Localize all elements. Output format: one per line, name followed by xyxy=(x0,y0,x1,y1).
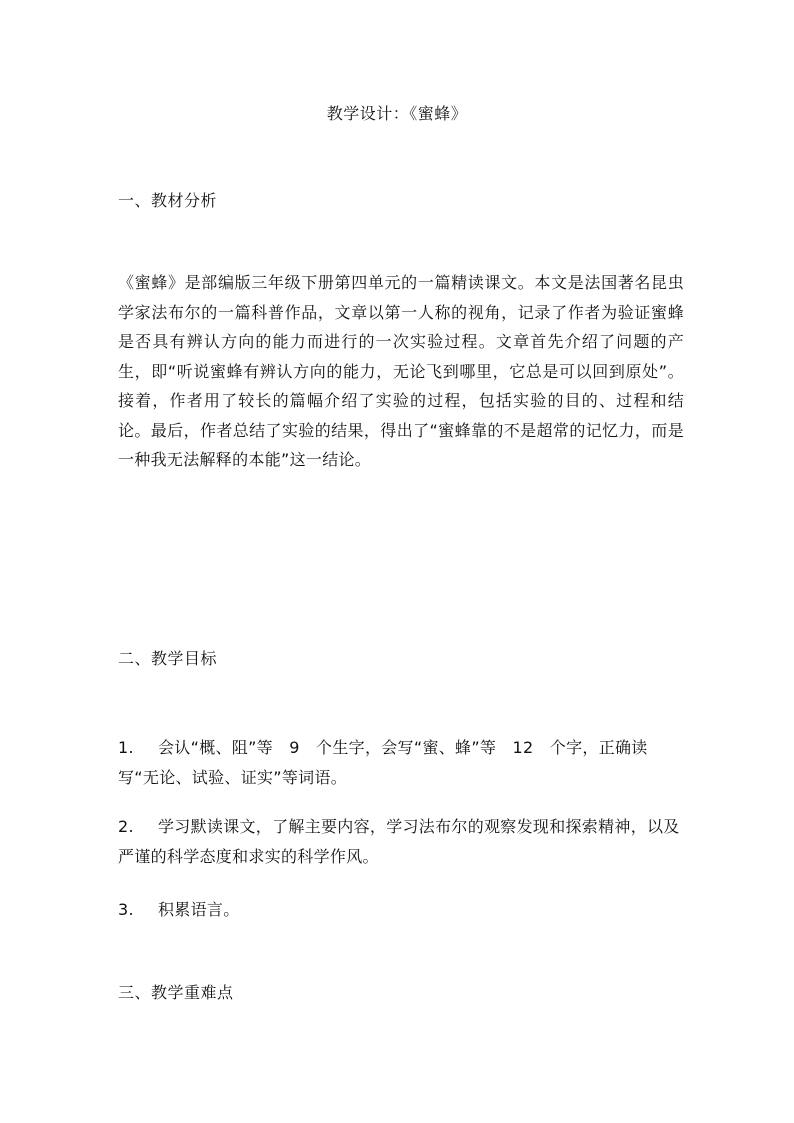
paragraph-text: 《蜜蜂》是部编版三年级下册第四单元的一篇精读课文。本文是法国著名昆虫学家法布尔的一篇科普作品，文章以第一人称的视角，记录了作者为验证蜜蜂是否具有辨认方向的能力而进行的一次实验过程。文章首先介绍了问题的产生，即“听说蜜蜂有辨认方向的能力，无论飞到哪里，它总是可以回到原处”。接着，作者用了较长的篇幅介绍了实验的过程，包括实验的目的、过程和结论。最后，作者总结了实验的结果，得出了“蜜蜂靠的不是超常的记忆力，而是一种我无法解释的本能”这一结论。 xyxy=(118,273,684,469)
goal-text: 会认“概、阻”等 9 个生字，会写“蜜、蜂”等 12 个字，正确读写“无论、试验、证实”等词语。 xyxy=(118,738,648,787)
goal-item-1 xyxy=(118,733,688,792)
goal-text: 积累语言。 xyxy=(158,900,240,919)
goal-number: 1. xyxy=(118,738,134,757)
goal-item-3 xyxy=(118,895,688,925)
textbook-analysis-paragraph xyxy=(118,268,684,475)
section-heading-teaching-goals: 二、教学目标 xyxy=(118,649,218,668)
goal-item-2 xyxy=(118,812,688,871)
goal-text: 学习默读课文，了解主要内容，学习法布尔的观察发现和探索精神，以及严谨的科学态度和求实的科学作风。 xyxy=(118,817,680,866)
section-heading-textbook-analysis: 一、教材分析 xyxy=(118,191,218,210)
document-title: 教学设计：《蜜蜂》 xyxy=(326,104,468,123)
goal-number: 2. xyxy=(118,817,134,836)
section-heading-key-points: 三、教学重难点 xyxy=(118,983,234,1002)
goal-number: 3. xyxy=(118,900,134,919)
